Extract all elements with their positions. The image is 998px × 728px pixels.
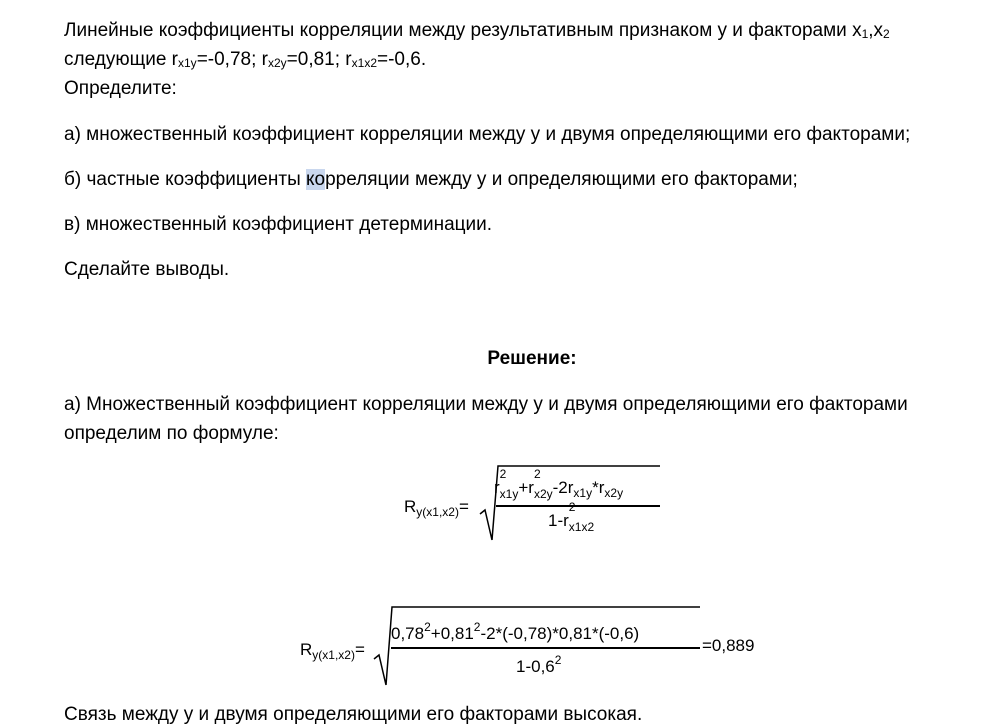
solution-para-a-line1: а) Множественный коэффициент корреляции между y и двумя определяющими его факторами xyxy=(64,394,908,415)
formula2-result: =0,889 xyxy=(702,636,755,655)
formula1-fraction-bar xyxy=(496,505,660,507)
task-item-a: а) множественный коэффициент корреляции между y и двумя определяющими его факторами; xyxy=(64,124,911,145)
solution-heading: Решение: xyxy=(487,348,577,369)
text-selection-highlight: ко xyxy=(306,169,326,190)
solution-conclusion: Связь между y и двумя определяющими его факторами высокая. xyxy=(64,704,643,725)
formula2-denominator: $1-0,6^2$ xyxy=(516,653,562,676)
task-line-2: следующие $r_{x1y}=-0,78$; $r_{x2y}=0,81$; $r_{x1x2}=-0,6$. xyxy=(64,49,427,70)
task-line-1: Линейные коэффициенты корреляции между результативным признаком y и факторами $x_1,x_2$ xyxy=(64,20,890,41)
task-item-c: в) множественный коэффициент детерминации. xyxy=(64,214,493,235)
solution-para-a-line2: определим по формуле: xyxy=(64,423,279,444)
formula2-numerator: $0,78^2+0,81^2-2*(-0,78)*0,81*(-0,6)$ xyxy=(391,620,640,643)
formula1-numerator: r 2 $_{x1y}$+r 2 $_{x2y}-2r_{x1y}*r_{x2y}$ xyxy=(494,467,624,501)
formula1-denominator: 1-r 2 $_{x1x2}$ xyxy=(548,500,595,534)
determine-label: Определите: xyxy=(64,78,177,99)
formula1-lhs: $R_{y(x1,x2)}=$ xyxy=(404,497,469,519)
formula2-fraction-bar xyxy=(391,647,700,649)
task-item-b: б) частные коэффициенты корреляции между y и определяющими его факторами; xyxy=(64,169,798,190)
conclusions-request: Сделайте выводы. xyxy=(64,259,230,280)
formula2-lhs: $R_{y(x1,x2)}=$ xyxy=(300,640,365,662)
